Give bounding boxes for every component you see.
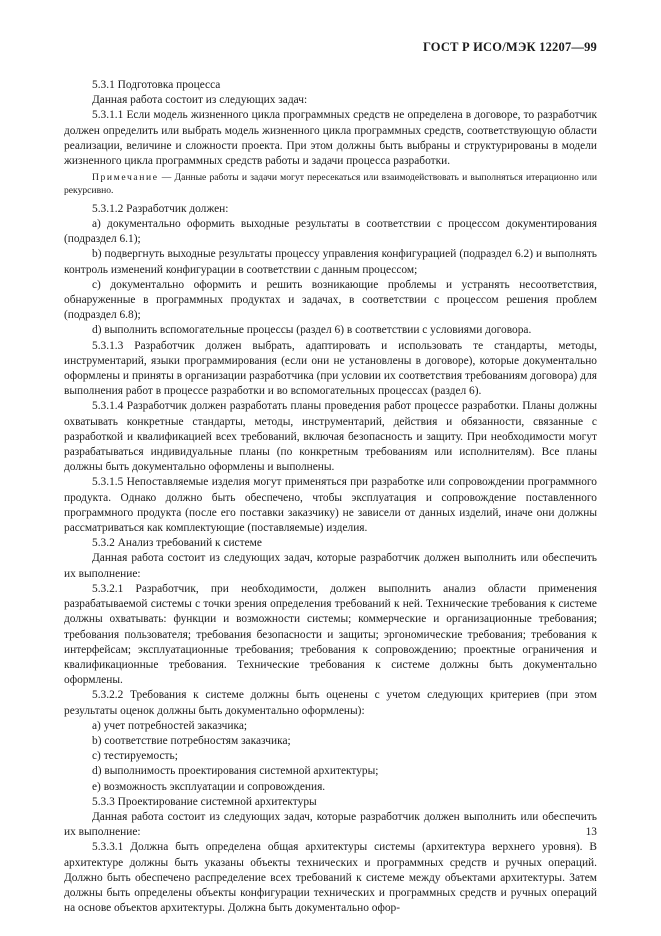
note-text: — Данные работы и задачи могут пересекаться или взаимодействовать и выполняться итерационно или рекурсивно. — [64, 172, 597, 197]
list-item: e) возможность эксплуатации и сопровождения. — [92, 780, 326, 793]
paragraph: Данная работа состоит из следующих задач, которые разработчик должен выполнить или обеспечить их выполнение: — [64, 552, 597, 580]
paragraph: 5.3.1.5 Непоставляемые изделия могут применяться при разработке или сопровождении программного продукта. Однако должно быть обеспечено, чтобы эксплуатация и сопровождение поставленного программного продукта (после его поставки заказчику) не зависели от данных изделий, иначе они должны рассматриваться как комплектующие (поставляемые) изделия. — [64, 476, 597, 535]
list-item: a) документально оформить выходные результаты в соответствии с процессом документирования (подраздел 6.1); — [64, 218, 597, 246]
paragraph: 5.3.1.1 Если модель жизненного цикла программных средств не определена в договоре, то разработчик должен определить или выбрать модель жизненного цикла программных средств, соответствующую области реализации, величине и сложности проекта. При этом должны быть выбраны и структурированы в модели жизненного цикла программных средств работы и задачи процесса разработки. — [64, 109, 597, 168]
paragraph: Данная работа состоит из следующих задач: — [92, 94, 308, 107]
document-body — [64, 78, 597, 916]
paragraph: 5.3.1.2 Разработчик должен: — [92, 202, 229, 215]
paragraph: 5.3.2.2 Требования к системе должны быть оценены с учетом следующих критериев (при этом результаты оценок должны быть документально оформлены): — [64, 689, 597, 717]
list-item: d) выполнить вспомогательные процессы (раздел 6) в соответствии с условиями договора. — [92, 324, 532, 337]
paragraph: Данная работа состоит из следующих задач, которые разработчик должен выполнить или обеспечить их выполнение: — [64, 810, 597, 839]
document-header: ГОСТ Р ИСО/МЭК 12207—99 — [422, 40, 597, 54]
list-item: c) документально оформить и решить возникающие проблемы и устранять несоответствия, обнаруженные в программных продуктах и задачах, в соответствии с процессом решения проблем (подраздел 6.8); — [64, 278, 597, 322]
list-item: b) подвергнуть выходные результаты процессу управления конфигурацией (подраздел 6.2) и выполнять контроль изменений конфигурации в соответствии с данным процессом; — [64, 248, 597, 276]
section-heading-5-3-3: 5.3.3 Проектирование системной архитектуры — [92, 795, 317, 808]
note-label: Примечание — [92, 172, 159, 184]
list-item: b) соответствие потребностям заказчика; — [92, 734, 291, 747]
paragraph: 5.3.1.4 Разработчик должен разработать планы проведения работ процессе разработки. Планы должны охватывать конкретные стандарты, методы, инструментарий, действия и обязанности, связанные с разработкой и квалификацией всех требований, включая безопасность и защиту. При необходимости могут разрабатываться индивидуальные планы (по конкретным требованиям или исполнителям). Все планы должны быть документально оформлены и выполнены. — [64, 400, 597, 474]
list-item: d) выполнимость проектирования системной архитектуры; — [92, 765, 379, 778]
paragraph: 5.3.2.1 Разработчик, при необходимости, должен выполнить анализ области применения разрабатываемой системы с точки зрения определения требований к ней. Технические требования к системе должны охватывать: функции и возможности системы; коммерческие и организационные требования; требования пользователя; требования безопасности и защиты; эргономические требования; требования к интерфейсам; эксплуатационные требования; требования к сопровождению; проектные ограничения и квалификационные требования. Технические требования к системе должны быть документально оформлены. — [64, 582, 597, 687]
paragraph: 5.3.1.3 Разработчик должен выбрать, адаптировать и использовать те стандарты, методы, инструментарий, языки программирования (если они не установлены в договоре), которые документально оформлены и приняты в организации разработчика (при условии их соответствия требованиям договора) для выполнения работ в процессе разработки и во вспомогательных процессах (раздел 6). — [64, 339, 597, 398]
section-heading-5-3-2: 5.3.2 Анализ требований к системе — [92, 537, 262, 550]
list-item: a) учет потребностей заказчика; — [92, 719, 248, 732]
list-item: c) тестируемость; — [92, 750, 178, 763]
note — [64, 172, 597, 198]
paragraph: 5.3.3.1 Должна быть определена общая архитектуры системы (архитектура верхнего уровня). В архитектуре должны быть указаны объекты технических и программных средств и ручных операций. Должно быть обеспечено распределение всех требований к системе между объектами архитектуры. Затем должны быть определены объекты конфигурации технических и программных средств и ручных операций на основе объектов архитектуры. Должна быть документально офор- — [64, 841, 597, 915]
section-heading-5-3-1: 5.3.1 Подготовка процесса — [92, 79, 221, 91]
page-number: 13 — [585, 826, 597, 838]
